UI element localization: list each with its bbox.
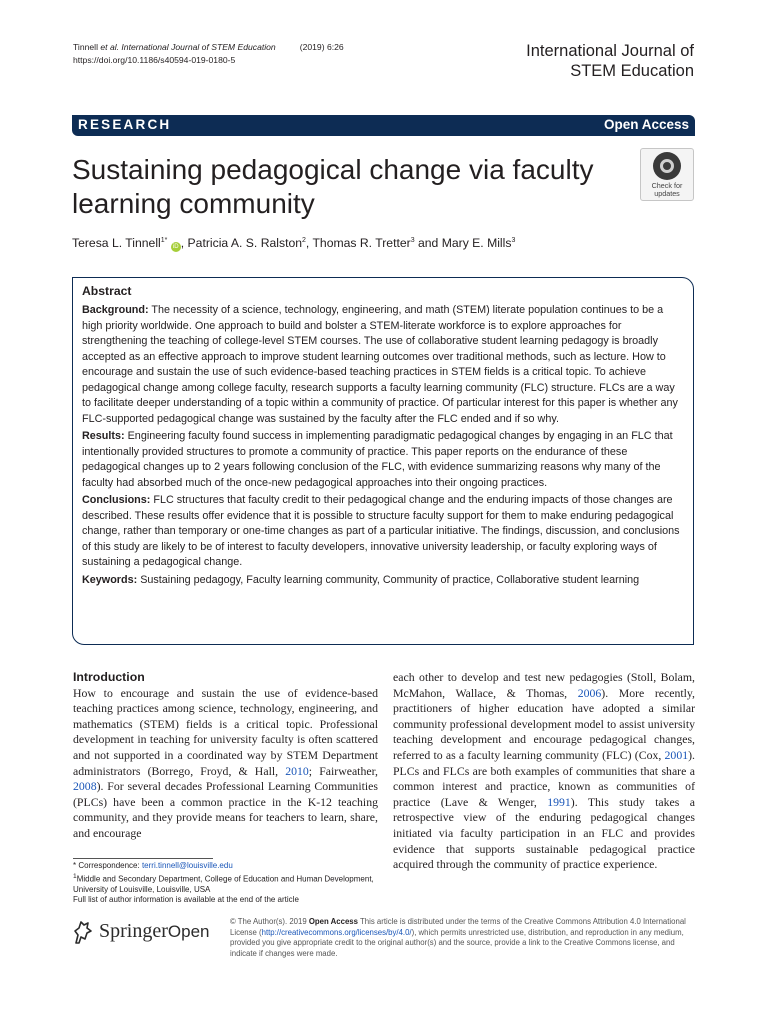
introduction-paragraph: How to encourage and sustain the use of evidence-based teaching practices among science, technology, engineering, and mathematics (STEM) fields is a critical topic. Professional development in teaching for university faculty is often scattered and not supported in a coordinated way by STEM Department administrators (Borrego, Froyd, & Hall, 2010; Fairweather, 2008). For several decades Professional Learning Communities (PLCs) have been a common practice in the K-12 teaching community, and they provide means for teachers to learn, share, and encourage — [73, 685, 379, 840]
body-column-right — [393, 670, 695, 873]
citation-link[interactable]: 2008 — [73, 779, 97, 794]
article-title: Sustaining pedagogical change via faculty learning community — [72, 154, 594, 219]
badge-label: Check for updates — [651, 181, 683, 198]
author-name: , Patricia A. S. Ralston — [180, 236, 303, 251]
license-notice: © The Author(s). 2019 Open Access This article is distributed under the terms of the Creative Commons Attribution 4.0 International License (http://creativecommons.org/licenses/by/4.0/), which permits unrestricted use, distribution, and reproduction in any medium, provided you give appropriate credit to the original author(s) and the source, provide a link to the Creative Commons license, and indicate if changes were made. — [230, 917, 686, 958]
citation-link[interactable]: 2001 — [664, 747, 689, 762]
author-name: , Thomas R. Tretter — [305, 236, 411, 251]
affiliation: $^1$Middle and Secondary Department, College of Education and Human Development, University of Louisville, Louisville, USA — [73, 872, 374, 894]
journal-title: International Journal of STEM Education — [526, 42, 694, 80]
abstract-keywords: Keywords: Sustaining pedagogy, Faculty learning community, Community of practice, Collaborative student learning — [82, 573, 640, 586]
check-updates-icon — [653, 152, 681, 180]
abstract-conclusions: Conclusions: FLC structures that faculty credit to their pedagogical change and the enduring impacts of those changes are described. These results offer evidence that it is possible to structure faculty support for them to make enduring pedagogical change, rather than temporary or one-time changes as part of a particular initiative. The findings, discussion, and conclusions of this study are likely to be of interest to faculty developers, innovative university leadership, or faculty exploring ways of sustaining a pedagogical change. — [82, 494, 680, 568]
running-header — [73, 41, 344, 67]
abstract-box — [72, 277, 694, 645]
citation-line: Tinnell et al. International Journal of STEM Education (2019) 6:26 — [73, 42, 344, 52]
correspondence: * Correspondence: terri.tinnell@louisville.edu — [73, 861, 233, 870]
journal-name-italic: et al. International Journal of STEM Education — [100, 42, 276, 52]
open-wordmark: Open — [167, 922, 210, 941]
springer-wordmark: Springer — [99, 920, 168, 942]
citation-link[interactable]: 2010 — [285, 763, 309, 778]
author-name: and Mary E. Mills — [414, 236, 512, 251]
footnotes — [73, 861, 383, 906]
abstract-background: Background: The necessity of a science, technology, engineering, and math (STEM) literate population continues to be a high priority worldwide. One approach to build and bolster a STEM-literate workforce is to explore approaches for strengthening the teaching of college-level STEM courses. The use of collaborative student learning pedagogy is broadly accepted as an effective approach to improve student learning outcomes over traditional methods, such as lecture. How to encourage and sustain the use of such evidence-based teaching practices in STEM fields is a critical topic. To achieve pedagogical change among college faculty, research supports a faculty learning community (FLC) structure. FLCs are a way to facilitate deeper understanding of a topic within a community of practice. Of particular interest for this paper is whether any FLC-supported pedagogical change was sustained by the faculty after the FLC ended and if so why. — [82, 304, 678, 425]
abstract-heading: Abstract — [82, 284, 132, 298]
doi-link[interactable]: https://doi.org/10.1186/s40594-019-0180-5 — [73, 55, 236, 65]
introduction-heading: Introduction — [73, 670, 145, 684]
abstract-results: Results: Engineering faculty found success in implementing paradigmatic pedagogical changes by engaging in an FLC that intentionally provided structures to promote a community of practice. This paper reports on the endurance of these pedagogical changes up to 2 years following conclusion of the FLC, with evidence summarizing reasons why many of the faculty had absorbed much of the once-new pedagogical approaches into their ongoing practices. — [82, 430, 673, 489]
author-info-note: Full list of author information is available at the end of the article — [73, 895, 299, 905]
body-column-left — [73, 670, 378, 842]
citation-link[interactable]: 2006 — [577, 685, 602, 700]
introduction-paragraph-cont: each other to develop and test new pedagogies (Stoll, Bolam, McMahon, Wallace, & Thomas, 2006). More recently, practitioners of higher education have adopted a similar community professional development model to assist university teaching development and encourage pedagogical changes, referred to as a faculty learning community (FLC) (Cox, 2001). PLCs and FLCs are both examples of communities that share a common interest and practice, known as communities of practice (Lave & Wenger, 1991). This study takes a retrospective view of the enduring pedagogical changes initiated via faculty participation in an FLC and provides evidence that supports sustainable pedagogical practice acquired through the community of practice experience. — [393, 670, 695, 872]
citation-link[interactable]: 1991 — [547, 794, 571, 809]
section-label: RESEARCH — [78, 117, 172, 132]
orcid-icon[interactable]: iD — [171, 242, 181, 252]
license-link[interactable]: http://creativecommons.org/licenses/by/4.0/ — [261, 927, 412, 937]
correspondence-email-link[interactable]: terri.tinnell@louisville.edu — [141, 861, 233, 870]
author-list: Teresa L. Tinnell$^{1*}$ iD , Patricia A. S. Ralston$^2$, Thomas R. Tretter$^3$ and Mary E. Mills$^3$ — [72, 236, 516, 251]
footnote-divider — [73, 858, 213, 859]
author-name: Teresa L. Tinnell — [72, 236, 161, 251]
citation-year: (2019) 6:26 — [299, 42, 344, 52]
check-for-updates-badge[interactable] — [640, 148, 694, 201]
springer-horse-icon — [72, 919, 94, 945]
open-access-label: Open Access — [603, 117, 689, 132]
section-bar — [72, 115, 695, 136]
